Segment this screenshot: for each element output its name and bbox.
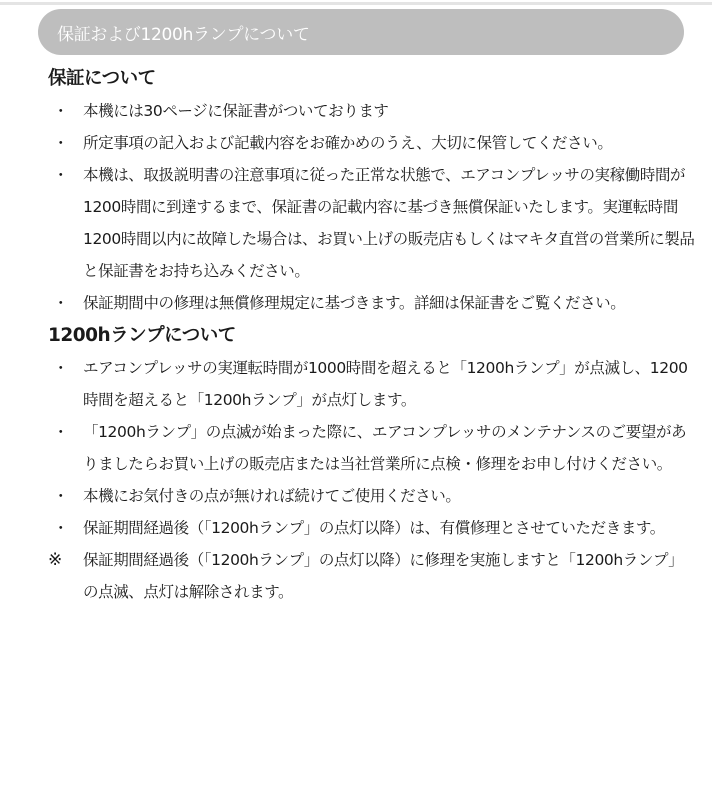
reference-mark-icon: ※ (48, 550, 62, 570)
list-item-text: 本機には30ページに保証書がついております (83, 102, 389, 120)
list-item (48, 480, 698, 512)
bullet-marker: ・ (53, 487, 69, 505)
list-item (48, 159, 698, 287)
list-item (48, 95, 698, 127)
list-item-text: 保証期間経過後（「1200hランプ」の点灯以降）は、有償修理とさせていただきます。 (83, 519, 665, 537)
top-divider-line (0, 2, 712, 5)
list-item (48, 512, 698, 544)
list-item (48, 127, 698, 159)
list-item-text: エアコンプレッサの実運転時間が1000時間を超えると「1200hランプ」が点滅し、1200時間を超えると「1200hランプ」が点灯します。 (83, 359, 688, 409)
bullet-marker: ・ (53, 102, 69, 120)
list-item-text: 「1200hランプ」の点滅が始まった際に、エアコンプレッサのメンテナンスのご要望がありましたらお買い上げの販売店または当社営業所に点検・修理をお申し付けください。 (83, 423, 687, 473)
bullet-marker: ・ (53, 359, 69, 377)
list-item (48, 416, 698, 480)
list-item (48, 287, 698, 319)
lamp-list (48, 352, 698, 608)
page-title: 保証および1200hランプについて (57, 25, 310, 45)
list-item (48, 352, 698, 416)
list-item-text: 保証期間中の修理は無償修理規定に基づきます。詳細は保証書をご覧ください。 (83, 294, 626, 312)
section-heading-1200h-lamp: 1200hランプについて (48, 325, 236, 346)
note-text: 保証期間経過後（「1200hランプ」の点灯以降）に修理を実施しますと「1200hランプ」の点滅、点灯は解除されます。 (83, 551, 684, 601)
section-heading-warranty: 保証について (48, 68, 156, 89)
bullet-marker: ・ (53, 423, 69, 441)
bullet-marker: ・ (53, 519, 69, 537)
note-item (48, 544, 698, 608)
bullet-marker: ・ (53, 134, 69, 152)
list-item-text: 本機にお気付きの点が無ければ続けてご使用ください。 (83, 487, 461, 505)
list-item-text: 所定事項の記入および記載内容をお確かめのうえ、大切に保管してください。 (83, 134, 613, 152)
list-item-text: 本機は、取扱説明書の注意事項に従った正常な状態で、エアコンプレッサの実稼働時間が1200時間に到達するまで、保証書の記載内容に基づき無償保証いたします。実運転時間1200時間以内に故障した場合は、お買い上げの販売店もしくはマキタ直営の営業所に製品と保証書をお持ち込みください。 (83, 166, 695, 280)
section-title-banner (38, 9, 684, 55)
bullet-marker: ・ (53, 294, 69, 312)
document-body (48, 62, 698, 608)
bullet-marker: ・ (53, 166, 69, 184)
warranty-list (48, 95, 698, 319)
